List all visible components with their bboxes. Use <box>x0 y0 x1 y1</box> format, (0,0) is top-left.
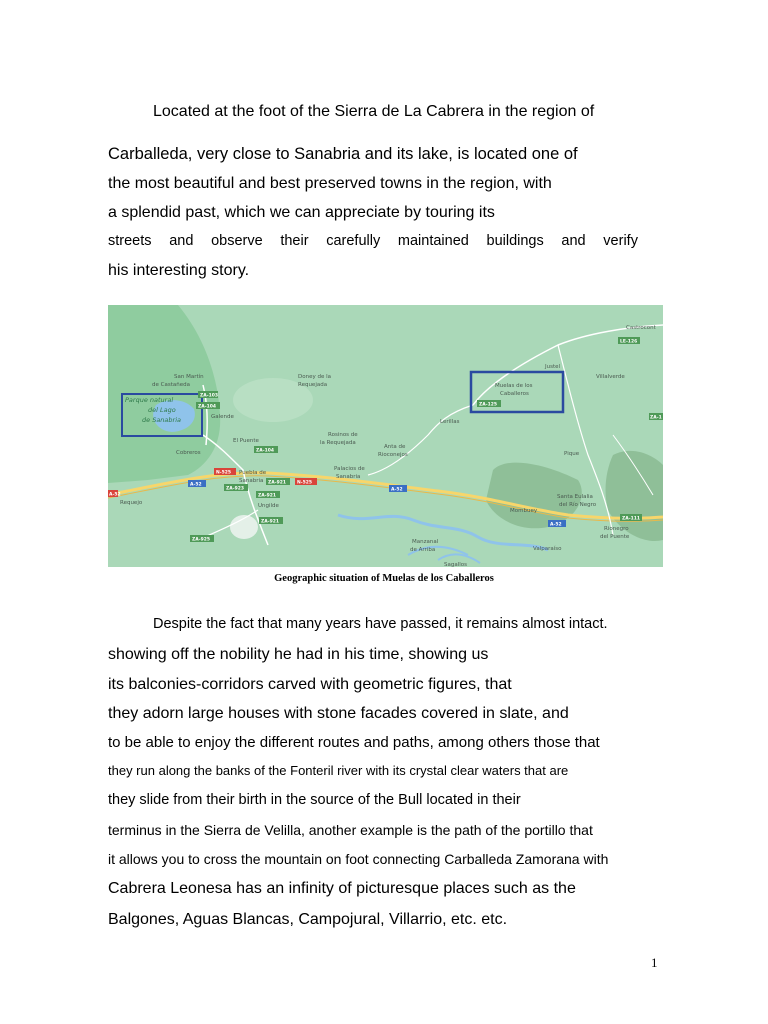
map-label: Anta de <box>384 444 406 450</box>
text-line: Despite the fact that many years have passed, it remains almost intact. <box>153 616 608 632</box>
map-label: Sagallos <box>444 562 468 567</box>
map-label: Justel <box>545 364 561 370</box>
word: and <box>169 233 194 249</box>
location-map <box>108 305 663 567</box>
road-shield <box>196 402 220 410</box>
map-label: Manzanal <box>412 539 439 545</box>
svg-text:ZA-125: ZA-125 <box>479 402 498 408</box>
road-shield <box>266 478 290 486</box>
map-label: del Puente <box>600 534 630 540</box>
map-label: la Requejada <box>320 440 356 446</box>
word: buildings <box>486 233 544 249</box>
word: carefully <box>326 233 381 249</box>
svg-text:ZA-925: ZA-925 <box>192 537 211 543</box>
svg-text:ZA-104: ZA-104 <box>198 404 217 410</box>
text-line: Located at the foot of the Sierra de La Cabrera in the region of <box>153 103 595 120</box>
svg-text:ZA-923: ZA-923 <box>226 486 245 492</box>
svg-text:ZA-104: ZA-104 <box>256 448 275 454</box>
text-line: they slide from their birth in the source of the Bull located in their <box>108 792 521 808</box>
svg-text:N-525: N-525 <box>216 470 232 476</box>
map-label: Parque natural <box>125 396 174 404</box>
map-label: de Arriba <box>410 547 436 553</box>
text-line: to be able to enjoy the different routes and paths, among others those that <box>108 734 600 751</box>
map-label: Mombuey <box>510 508 538 514</box>
map-label: del Río Negro <box>559 502 597 508</box>
svg-text:ZA-921: ZA-921 <box>258 493 277 499</box>
map-label: Rionegro <box>604 526 629 532</box>
word: and <box>561 233 586 249</box>
word: verify <box>603 233 638 249</box>
map-label: El Puente <box>233 438 259 444</box>
word: streets <box>108 233 152 249</box>
svg-text:ZA-921: ZA-921 <box>261 519 280 525</box>
text-line: showing off the nobility he had in his time, showing us <box>108 646 489 663</box>
road-shield <box>649 413 663 421</box>
text-line: Cabrera Leonesa has an infinity of picturesque places such as the <box>108 880 576 897</box>
word: their <box>280 233 309 249</box>
text-line: they adorn large houses with stone facades covered in slate, and <box>108 705 569 722</box>
text-line: the most beautiful and best preserved towns in the region, with <box>108 175 552 192</box>
page-number: 1 <box>651 955 658 970</box>
map-label: Doney de la <box>298 374 331 380</box>
map-label: Palacios de <box>334 466 365 472</box>
word: maintained <box>397 233 469 249</box>
map-label: Valparaíso <box>533 546 562 552</box>
svg-text:ZA-111: ZA-111 <box>622 516 641 522</box>
svg-text:ZA-921: ZA-921 <box>268 480 287 486</box>
text-line: Balgones, Aguas Blancas, Campojural, Villarrio, etc. etc. <box>108 911 508 928</box>
map-label: Rioconejos <box>378 452 408 458</box>
map-label: Villalverde <box>596 374 625 380</box>
svg-text:ZA-103: ZA-103 <box>200 393 219 399</box>
map-label: del Lago <box>148 406 176 414</box>
text-line: Carballeda, very close to Sanabria and its lake, is located one of <box>108 145 578 163</box>
road-shield <box>548 520 566 528</box>
road-shield <box>295 478 317 486</box>
road-shield <box>254 446 278 454</box>
map-label: Requejo <box>120 500 143 506</box>
road-shield <box>259 517 283 525</box>
text-line: terminus in the Sierra de Velilla, another example is the path of the portillo that <box>108 822 593 838</box>
map-label: Pique <box>564 451 580 457</box>
road-shield <box>620 514 642 522</box>
figure-caption: Geographic situation of Muelas de los Caballeros <box>274 573 494 584</box>
text-line: its balconies-corridors carved with geometric figures, that <box>108 676 512 693</box>
map-label: Galende <box>211 414 234 420</box>
svg-text:A-52: A-52 <box>190 482 202 488</box>
text-line: a splendid past, which we can appreciate by touring its <box>108 204 495 221</box>
map-label: Castrocont <box>626 325 656 331</box>
map-label: Sanabria <box>239 478 264 484</box>
svg-text:LE-126: LE-126 <box>620 339 638 345</box>
map-label: Santa Eulalia <box>557 494 593 500</box>
svg-text:A-52: A-52 <box>109 492 121 498</box>
map-label: de Castañeda <box>152 382 190 388</box>
map-label: Caballeros <box>500 391 529 397</box>
svg-text:N-525: N-525 <box>297 480 313 486</box>
road-shield <box>190 535 214 543</box>
map-label: Rosinos de <box>328 432 358 438</box>
road-shield <box>256 491 280 499</box>
svg-text:ZA-1: ZA-1 <box>650 415 662 421</box>
map-label: de Sanabria <box>142 416 181 424</box>
map-label: Puebla de <box>239 470 267 476</box>
map-label: Muelas de los <box>495 383 533 389</box>
map-label: Sanabria <box>336 474 361 480</box>
map-label: Requejada <box>298 382 328 388</box>
road-shield <box>188 480 206 488</box>
road-shield <box>224 484 248 492</box>
map-label: San Martín <box>174 374 204 380</box>
svg-text:A-52: A-52 <box>550 522 562 528</box>
road-shield <box>618 337 640 345</box>
road-shield <box>198 391 218 399</box>
text-line-justified <box>108 233 638 249</box>
text-line: it allows you to cross the mountain on foot connecting Carballeda Zamorana with <box>108 851 609 867</box>
road-shield <box>214 468 236 476</box>
text-line: they run along the banks of the Fonteril river with its crystal clear waters that are <box>108 763 569 778</box>
svg-text:A-52: A-52 <box>391 487 403 493</box>
map-label: Cobreros <box>176 450 201 456</box>
road-shield <box>477 400 501 408</box>
word: observe <box>211 233 263 249</box>
text-line: his interesting story. <box>108 262 250 279</box>
road-shield <box>389 485 407 493</box>
map-label: Lerillas <box>440 419 460 425</box>
map-label: Ungilde <box>258 503 279 509</box>
